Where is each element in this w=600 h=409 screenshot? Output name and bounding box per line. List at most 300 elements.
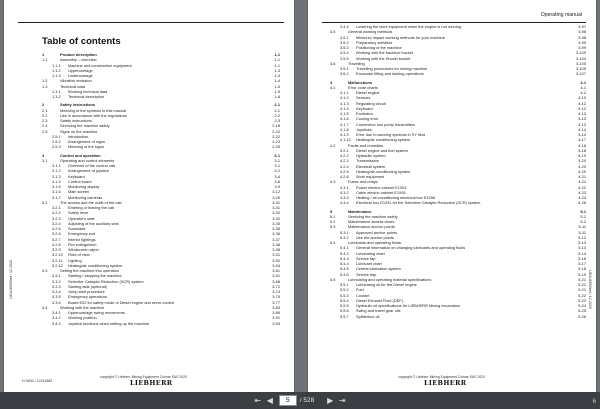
- toc-entry-page: 5-25: [578, 308, 586, 314]
- left-document-page: [4, 0, 294, 392]
- toc-entry-page: 4-18: [578, 147, 586, 153]
- toc-entry-number: 5.1: [330, 213, 336, 219]
- toc-entry-number: 3.2.8: [52, 241, 61, 247]
- toc-entry-number: 4.3.2: [340, 189, 349, 195]
- toc-entry-row[interactable]: [330, 200, 586, 205]
- zoom-control[interactable]: 6: [592, 399, 596, 405]
- toc-entry-number: 5.2: [330, 219, 336, 224]
- toc-entry-title: Starting / stopping the machine: [68, 273, 122, 279]
- toc-entry-number: 1.1.3: [52, 73, 61, 78]
- toc-entry-page: 4-12: [578, 100, 586, 106]
- next-page-icon[interactable]: ▶: [327, 396, 334, 405]
- toc-entry-page: 3-1: [274, 163, 280, 168]
- toc-entry-page: 3-61: [272, 273, 280, 279]
- toc-entry-page: 4-21: [578, 179, 586, 185]
- toc-entry-title: Error due to warning symbols in SY field: [356, 132, 426, 137]
- toc-entry-page: 3-12: [272, 189, 280, 195]
- toc-entry-page: 3-38: [272, 241, 280, 247]
- last-page-icon[interactable]: ⇥: [338, 396, 346, 405]
- toc-entry-page: 3-35: [272, 226, 280, 231]
- toc-entry-page: 3-105: [576, 60, 586, 66]
- toc-entry-title: Fuses and relays: [348, 179, 378, 185]
- toc-entry-number: 5.4: [330, 240, 336, 245]
- toc-entry-page: 5-21: [578, 287, 586, 293]
- toc-entry-page: 5-13: [578, 245, 586, 251]
- header-rule: [322, 22, 586, 23]
- toc-entry-title: Swing and travel gear oils: [356, 308, 401, 314]
- toc-entry-page: 4-13: [578, 116, 586, 122]
- toc-entry-number: 3.4.2: [52, 315, 61, 321]
- toc-entry-page: 2-25: [272, 144, 280, 150]
- toc-entry-title: Uppercarriage: [68, 67, 93, 73]
- toc-entry-title: Approved anchor points: [356, 229, 398, 235]
- toc-entry-title: Connection box pump transmitters: [356, 121, 416, 127]
- toc-entry-number: 3.2.11: [52, 257, 63, 263]
- toc-entry-title: Keyboard: [356, 105, 373, 111]
- toc-entry-title: Hydraulic system: [356, 153, 386, 158]
- toc-entry-page: 3-31: [272, 199, 280, 205]
- toc-entry-number: 3.3.3: [52, 283, 61, 289]
- toc-entry-title: Emergency exit: [68, 231, 95, 237]
- toc-entry-title: Heating/air conditioning system: [68, 262, 123, 268]
- toc-entry-page: 1-8: [274, 94, 280, 99]
- toc-entry-number: 5.3.1: [340, 229, 349, 235]
- toc-entry-number: 3.5.3: [340, 45, 349, 50]
- toc-entry-title: Lubricating chart: [356, 250, 385, 256]
- toc-entry-page: 3-83: [272, 304, 280, 310]
- toc-entry-number: 3.2.1: [52, 205, 61, 210]
- toc-entry-title: Working with the machine: [60, 304, 105, 310]
- toc-entry-page: 5-11: [578, 224, 586, 230]
- toc-entry-page: 3-51: [272, 252, 280, 258]
- toc-entry-page: 3-38: [272, 247, 280, 252]
- toc-entry-page: 2-23: [272, 139, 280, 144]
- toc-entry-title: Operator's seat: [68, 215, 95, 221]
- toc-entry-number: 3.5.2: [340, 39, 349, 45]
- toc-entry-number: 2.2: [42, 112, 48, 118]
- toc-title: Table of contents: [42, 36, 121, 47]
- toc-entry-page: 3-54: [272, 262, 280, 268]
- toc-entry-number: 4.2.2: [340, 153, 349, 158]
- toc-entry-page: 5-21: [578, 276, 586, 282]
- toc-entry-number: 5.5.7: [340, 313, 349, 319]
- toc-entry-title: Fire extinguisher: [68, 241, 97, 247]
- toc-entry-page: 5-14: [578, 250, 586, 256]
- side-document-code: LIEA46560bet / 12 2020: [588, 270, 592, 309]
- toc-entry-page: 3-98: [578, 34, 586, 40]
- toc-entry-row[interactable]: [42, 321, 280, 326]
- toc-entry-number: 4.1.6: [340, 116, 349, 122]
- pdf-viewer-toolbar: [0, 392, 600, 409]
- toc-entry-page: 3-32: [272, 210, 280, 216]
- toc-entry-number: 3.2.9: [52, 247, 61, 252]
- toc-entry-number: 4.1.3: [340, 100, 349, 106]
- toc-entry-title: Uppercarriage swing movements: [68, 310, 125, 315]
- toc-entry-title: Diesel Exhaust Fluid (DEF): [356, 297, 403, 303]
- toc-entry-number: 2.3: [42, 118, 48, 123]
- toc-entry-title: Jump start procedure: [68, 289, 105, 294]
- toc-entry-number: 4.1: [330, 84, 336, 90]
- toc-entry-title: Signs on the machine: [60, 128, 98, 134]
- toc-entry-page: 3-2: [274, 168, 280, 174]
- toc-entry-page: 4-22: [578, 184, 586, 190]
- toc-entry-page: 1-5: [274, 88, 280, 94]
- toc-entry-page: 1-1: [274, 62, 280, 68]
- first-page-icon[interactable]: ⇤: [254, 396, 262, 405]
- toc-entry-number: 2.5.2: [52, 139, 61, 144]
- toc-entry-page: 3-93: [272, 320, 280, 326]
- toc-entry-title: Control board: [68, 178, 92, 184]
- toc-entry-number: 4.3: [330, 179, 336, 185]
- toc-entry-number: 3.4: [42, 304, 48, 310]
- toc-entry-page: 3-29: [272, 194, 280, 200]
- toc-entry-title: Splitterbox oil: [356, 313, 380, 319]
- toc-entry-page: 5-23: [578, 297, 586, 303]
- right-document-page: [308, 0, 596, 392]
- toc-entry-title: Starting aids (optional): [68, 283, 107, 289]
- toc-entry-title: Arrangement of signs: [68, 139, 105, 144]
- toc-entry-title: Use the anchor points: [356, 234, 394, 240]
- toc-entry-title: Servicing the machine safely: [60, 123, 110, 129]
- toc-entry-number: 2.5.1: [52, 133, 61, 139]
- toc-entry-title: Setting the machine into operation: [60, 268, 120, 273]
- toc-entry-number: 4.1.7: [340, 121, 349, 127]
- toc-entry-number: 3.6.2: [340, 71, 349, 77]
- toc-entry-title: Transmission: [356, 158, 379, 164]
- toc-entry-title: Work equipment: [356, 174, 385, 179]
- toc-entry-title: Power electric cabinet E1003: [356, 184, 407, 190]
- toc-entry-page: 1-3: [274, 67, 280, 73]
- toc-entry-title: Servicing the machine safely: [348, 213, 398, 219]
- toc-entry-number: 4.1.2: [340, 95, 349, 101]
- copyright-text: copyright © Liebherr-Mining Equipment Colmar SAS 2020: [100, 375, 187, 379]
- toc-entry-page: 3-36: [272, 231, 280, 237]
- toc-entry-number: 4.1.9: [340, 132, 349, 137]
- toc-entry-number: 3.2.10: [52, 252, 63, 258]
- toc-entry-number: 2: [42, 102, 45, 108]
- toc-entry-title: Malfunctions: [348, 79, 372, 85]
- toc-entry-page: 5-1: [580, 213, 586, 219]
- toc-entry-title: Diesel engine and fuel system: [356, 147, 408, 153]
- toc-entry-title: Sunshade: [68, 226, 86, 231]
- toc-entry-page: 3-74: [272, 289, 280, 294]
- toc-entry-page: 3-9: [274, 184, 280, 189]
- toc-entry-page: 5-16: [578, 255, 586, 261]
- toc-entry-title: Maintenance access doors: [348, 219, 395, 224]
- toc-entry-page: 4-1: [580, 79, 586, 85]
- toc-entry-number: 4.2.3: [340, 158, 349, 164]
- toc-entry-title: Arrangement of joystick: [68, 168, 109, 174]
- toc-entry-number: 3.2.7: [52, 236, 61, 242]
- toc-entry-number: 3.1.7: [52, 194, 61, 200]
- toc-entry-row[interactable]: [42, 144, 280, 149]
- toc-entry-page: 5-26: [578, 313, 586, 319]
- toc-entry-number: 3.2.4: [52, 220, 61, 226]
- toc-entry-number: 3.1.2: [52, 168, 61, 174]
- toc-entry-page: 3-77: [272, 299, 280, 305]
- toc-entry-title: Working position: [68, 315, 97, 321]
- toc-entry-page: 5-11: [578, 229, 586, 235]
- toc-entry-title: Technical data: [60, 83, 85, 89]
- toc-entry-number: 4.2: [330, 142, 336, 148]
- toc-entry-title: Working with the backhoe bucket: [356, 50, 414, 56]
- toc-entry-title: Safety instructions: [60, 102, 96, 108]
- toc-entry-title: Undercarriage: [68, 73, 93, 78]
- toc-entry-number: 3.6.1: [340, 66, 349, 71]
- toc-entry-number: 5.3.2: [340, 234, 349, 240]
- toc-entry-number: 3.2.5: [52, 226, 61, 231]
- toc-entry-number: 4.3.4: [340, 200, 349, 206]
- toc-entry-number: 3.3.1: [52, 273, 61, 279]
- toc-entry-page: 2-22: [272, 133, 280, 139]
- toc-entry-page: 3-1: [274, 152, 280, 158]
- toc-entry-title: Safety lever: [68, 210, 89, 216]
- toc-entry-page: 2-22: [272, 128, 280, 134]
- toc-entry-page: 3-68: [272, 278, 280, 284]
- toc-entry-number: 3.3.6: [52, 299, 61, 305]
- toc-entry-page: 2-3: [274, 118, 280, 123]
- toc-entry-number: 1.3.1: [52, 88, 61, 94]
- toc-entry-title: Heating/air-conditioning system: [356, 168, 411, 174]
- toc-entry-number: 5.4.5: [340, 266, 349, 272]
- toc-entry-title: Lowering the work equipment when the engine is not running: [356, 24, 461, 29]
- toc-entry-number: 3.1.5: [52, 184, 61, 189]
- toc-entry-number: 3.6: [330, 60, 336, 66]
- toc-entry-page: 4-23: [578, 189, 586, 195]
- toc-entry-page: 3-4: [274, 173, 280, 179]
- toc-entry-page: 4-10: [578, 95, 586, 101]
- toc-entry-number: 2.4: [42, 123, 48, 129]
- toc-entry-number: 3.5: [330, 29, 336, 35]
- toc-entry-page: 2-2: [274, 112, 280, 118]
- toc-entry-page: 3-72: [272, 283, 280, 289]
- toc-entry-title: Joysticks: [356, 126, 372, 132]
- toc-entry-number: 5.5.5: [340, 303, 349, 308]
- toc-entry-number: 5.3: [330, 224, 336, 230]
- toc-entry-page: 1-1: [274, 52, 280, 57]
- toc-list-right: [330, 24, 586, 319]
- toc-entry-number: 5.4.2: [340, 250, 349, 256]
- toc-entry-title: Introduction: [68, 133, 89, 139]
- toc-entry-title: Electrical system: [356, 163, 386, 169]
- toc-entry-title: Maintenance: [348, 208, 372, 214]
- toc-entry-title: Heating / air-conditioning electrical box E1006: [356, 195, 436, 200]
- toc-entry-page: 5-17: [578, 261, 586, 266]
- toc-entry-page: 1-1: [274, 57, 280, 63]
- toc-entry-number: 4.3.1: [340, 184, 349, 190]
- toc-entry-number: 3.1.1: [52, 163, 61, 168]
- toc-entry-title: Cooling error: [356, 116, 379, 122]
- toc-entry-row[interactable]: [330, 71, 586, 76]
- toc-entry-page: 2-1: [274, 107, 280, 113]
- toc-entry-page: 3-97: [578, 24, 586, 29]
- toc-entry-title: Board E02 for safety mode of Diesel engine and servo control: [68, 299, 175, 305]
- toc-entry-number: 5.4.3: [340, 255, 349, 261]
- toc-entry-page: 4-13: [578, 111, 586, 116]
- toc-entry-title: Machine and construction equipment: [68, 62, 132, 68]
- toc-entry-number: 5.5.4: [340, 297, 349, 303]
- toc-entry-number: 3.3.4: [52, 289, 61, 294]
- toc-entry-page: 3-32: [272, 215, 280, 221]
- toc-entry-title: Joystick functions when setting up the machine: [68, 320, 150, 326]
- toc-entry-number: 5.5: [330, 276, 336, 282]
- toc-entry-title: Meaning of the symbols in this manual: [60, 107, 127, 113]
- toc-entry-title: Windscreen wiper: [68, 247, 99, 252]
- toc-entry-title: Faults and remedies: [348, 142, 384, 148]
- toc-entry-page: 4-19: [578, 153, 586, 158]
- toc-entry-page: 4-17: [578, 137, 586, 143]
- liebherr-logo: LIEBHERR: [424, 379, 467, 387]
- toc-entry-title: General information on changing lubricants and operating fluids: [356, 245, 466, 251]
- toc-entry-number: 5.4.1: [340, 245, 349, 251]
- toc-entry-number: 3.2.12: [52, 262, 63, 268]
- toc-entry-number: 3.3: [42, 268, 48, 273]
- toc-entry-page: 4-20: [578, 158, 586, 164]
- toc-entry-title: Excavator lifting and lashing operations: [356, 71, 424, 77]
- toc-entry-number: 4.1.4: [340, 105, 349, 111]
- toc-entry-title: Lubricating oil for the Diesel engine: [356, 282, 417, 287]
- toc-entry-number: 3.2.3: [52, 215, 61, 221]
- toc-entry-number: 3.4.3: [52, 320, 61, 326]
- toc-entry-title: Selective Catalytic Reduction (SCR) system: [68, 278, 144, 284]
- toc-entry-number: 4.2.1: [340, 147, 349, 153]
- toc-entry-number: 5.4.6: [340, 271, 349, 277]
- toc-entry-title: Hydraulic oil specifications for LIEBHERR Mining excavators: [356, 303, 461, 308]
- toc-entry-title: Excitation: [356, 111, 373, 116]
- toc-entry-title: General working methods: [348, 29, 393, 35]
- toc-entry-title: Electrical box E1291 for the Selective Catalytic Reduction (SCR) system: [356, 200, 481, 206]
- toc-entry-title: Technical description: [68, 94, 105, 99]
- toc-entry-number: 4.1.1: [340, 90, 349, 95]
- toc-entry-title: Fuel: [356, 287, 364, 293]
- toc-entry-page: 4-14: [578, 132, 586, 137]
- toc-entry-title: Travelling: [348, 60, 365, 66]
- toc-entry-row[interactable]: [42, 94, 280, 99]
- toc-entry-number: 3.3.2: [52, 278, 61, 284]
- toc-entry-title: Error code charts: [348, 84, 378, 90]
- toc-list-left: [42, 52, 280, 326]
- toc-entry-title: Cabin electric cabinet E1005: [356, 189, 406, 195]
- toc-entry-number: 2.5.3: [52, 144, 61, 150]
- toc-entry-page: 5-24: [578, 303, 586, 308]
- toc-entry-title: Preparatory activities: [356, 39, 393, 45]
- liebherr-logo: LIEBHERR: [130, 379, 173, 387]
- page-number-input[interactable]: 5: [279, 395, 297, 406]
- toc-entry-page: 5-18: [578, 266, 586, 272]
- footer-code: H 9400 / 12211682: [22, 379, 53, 383]
- page-header-title: Operating manual: [540, 12, 582, 18]
- toc-entry-number: 1.1.2: [52, 67, 61, 73]
- toc-entry-number: 4.2.5: [340, 168, 349, 174]
- toc-entry-number: 3: [42, 152, 45, 158]
- toc-entry-title: Working technical data: [68, 88, 108, 94]
- toc-entry-page: 4-20: [578, 168, 586, 174]
- toc-entry-number: 3.5.1: [340, 34, 349, 40]
- toc-entry-number: 2.1: [42, 107, 48, 113]
- toc-entry-row[interactable]: [330, 314, 586, 319]
- toc-entry-title: Lubricants and operating fluids: [348, 240, 401, 245]
- toc-entry-number: 3.3.5: [52, 294, 61, 300]
- toc-entry-page: 5-2: [580, 219, 586, 224]
- toc-entry-page: 3-89: [272, 310, 280, 315]
- toc-entry-page: 5-1: [580, 208, 586, 214]
- toc-entry-number: 4.1.8: [340, 126, 349, 132]
- toc-entry-page: 3-99: [578, 39, 586, 45]
- toc-entry-title: Keyboard: [68, 173, 85, 179]
- toc-entry-number: 3.1.3: [52, 173, 61, 179]
- toc-entry-page: 4-20: [578, 163, 586, 169]
- toc-entry-number: 1: [42, 52, 45, 57]
- toc-entry-number: 3.4.1: [52, 310, 61, 315]
- side-document-code: LIEA46560bet / 12 2020: [9, 260, 13, 299]
- toc-entry-number: 4.2.4: [340, 163, 349, 169]
- toc-entry-page: 3-31: [272, 205, 280, 210]
- toc-entry-title: Lubricant chart: [356, 261, 382, 266]
- toc-entry-page: 3-37: [272, 236, 280, 242]
- toc-entry-number: 5.5.2: [340, 287, 349, 293]
- toc-entry-number: 3.2.2: [52, 210, 61, 216]
- toc-entry-number: 4.1.5: [340, 111, 349, 116]
- toc-entry-page: 5-21: [578, 282, 586, 287]
- toc-entry-page: 3-52: [272, 257, 280, 263]
- toc-entry-page: 5-22: [578, 292, 586, 298]
- toc-entry-number: 3.2: [42, 199, 48, 205]
- toc-entry-title: Sensors: [356, 95, 371, 101]
- toc-entry-page: 2-18: [272, 123, 280, 129]
- toc-entry-page: 3-107: [576, 71, 586, 77]
- toc-entry-page: 3-1: [274, 157, 280, 163]
- toc-entry-title: Positioning of the machine: [356, 45, 402, 50]
- toc-entry-page: 3-99: [578, 45, 586, 50]
- toc-entry-page: 3-100: [576, 50, 586, 56]
- toc-entry-title: Interior lightings: [68, 236, 96, 242]
- toc-entry-number: 5: [330, 208, 333, 214]
- toc-entry-title: Operating and control elements: [60, 157, 115, 163]
- page-total: / 528: [299, 397, 315, 404]
- previous-page-icon[interactable]: ◀: [266, 396, 273, 405]
- toc-entry-title: Assembly – overview: [60, 57, 97, 63]
- toc-entry-number: 4.2.6: [340, 174, 349, 179]
- toc-entry-page: 3-75: [272, 294, 280, 300]
- toc-entry-page: 3-61: [272, 268, 280, 273]
- toc-entry-title: Product description: [60, 52, 97, 57]
- toc-entry-title: Monitoring cameras: [68, 194, 103, 200]
- toc-entry-number: 4: [330, 79, 333, 85]
- toc-entry-title: Safety instructions: [60, 118, 92, 123]
- toc-entry-page: 2-1: [274, 102, 280, 108]
- toc-entry-page: 4-18: [578, 142, 586, 148]
- toc-entry-number: 3.4.4: [340, 24, 349, 29]
- toc-entry-title: Lubricating and operating material specifications: [348, 276, 432, 282]
- toc-entry-page: 4-14: [578, 126, 586, 132]
- toc-entry-page: 4-24: [578, 195, 586, 200]
- toc-entry-page: 3-98: [578, 29, 586, 35]
- toc-entry-page: 3-6: [274, 178, 280, 184]
- toc-entry-page: 4-13: [578, 121, 586, 127]
- toc-entry-number: 5.5.3: [340, 292, 349, 298]
- toc-entry-title: Meaning of the signs: [68, 144, 104, 150]
- toc-entry-title: Travelling procedures for mining machine: [356, 66, 428, 71]
- toc-entry-page: 4-12: [578, 105, 586, 111]
- copyright-text: copyright © Liebherr-Mining Equipment Colmar SAS 2020: [398, 375, 485, 379]
- toc-entry-title: The access and the outfit of the cab: [60, 199, 122, 205]
- toc-entry-page: 1-4: [274, 73, 280, 78]
- toc-entry-number: 1.1: [42, 57, 48, 63]
- toc-entry-title: Adjusting of the auxiliary seat: [68, 220, 119, 226]
- toc-entry-title: Minimum impact working methods for your machine: [356, 34, 445, 40]
- toc-entry-number: 5.4.4: [340, 261, 349, 266]
- toc-entry-title: Service tap: [356, 255, 376, 261]
